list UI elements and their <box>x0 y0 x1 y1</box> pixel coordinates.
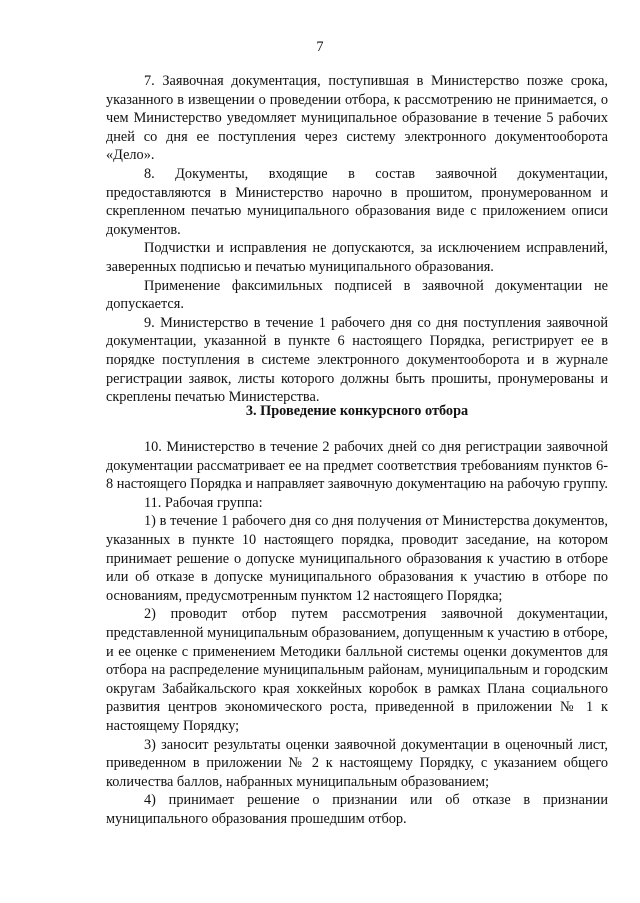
paragraph-subitem-1: 1) в течение 1 рабочего дня со дня получения от Министерства документов, указанных в пункте 10 настоящего порядка, проводит заседание, на котором принимает решение о допуске муниципального образования к участию в отборе или об отказе в допуске муниципального образования к участию в отборе по основаниям, предусмотренным пунктом 12 настоящего Порядка; <box>106 513 608 604</box>
paragraph-item-9: 9. Министерство в течение 1 рабочего дня со дня поступления заявочной документации, указанной в пункте 6 настоящего Порядка, регистрирует ее в порядке поступления в системе электронного документооборота и в журнале регистрации заявок, листы которого должны быть прошиты, пронумерованы и скреплены печатью Министерства. <box>106 314 608 406</box>
paragraph-subitem-2: 2) проводит отбор путем рассмотрения заявочной документации, представленной муниципальным образованием, допущенным к участию в отборе, и ее оценке с применением Методики балльной системы оценки документов для отбора на распределение муниципальным районам, муниципальным и городским округам Забайкальского края хоккейных коробок в рамках Плана социального развития центров экономического роста, приведенной в приложении № 1 к настоящему Порядку; <box>106 606 608 734</box>
paragraph-subitem-4: 4) принимает решение о признании или об отказе в признании муниципального образования прошедшим отбор. <box>106 792 608 827</box>
section-body-top <box>106 72 608 407</box>
paragraph-item-11: 11. Рабочая группа: <box>144 494 263 511</box>
page-number: 7 <box>316 39 324 55</box>
paragraph-item-10: 10. Министерство в течение 2 рабочих дней со дня регистрации заявочной документации рассматривает ее на предмет соответствия требованиям пунктов 6-8 настоящего Порядка и направляет заявочную документацию на рабочую группу. <box>106 439 608 493</box>
section-body-bottom <box>106 438 608 828</box>
section-heading: 3. Проведение конкурсного отбора <box>245 403 469 419</box>
paragraph-item-7: 7. Заявочная документация, поступившая в Министерство позже срока, указанного в извещении о проведении отбора, к рассмотрению не принимается, о чем Министерство уведомляет муниципальное образование в течение 5 рабочих дней со дня ее поступления через систему электронного документооборота «Дело». <box>106 73 608 164</box>
paragraph-item-8: 8. Документы, входящие в состав заявочной документации, предоставляются в Министерство нарочно в прошитом, пронумерованном и скрепленном печатью муниципального образования виде с приложением описи документов. <box>106 165 608 238</box>
paragraph-corrections: Подчистки и исправления не допускаются, за исключением исправлений, заверенных подписью и печатью муниципального образования. <box>106 240 608 275</box>
paragraph-facsimile: Применение факсимильных подписей в заявочной документации не допускается. <box>106 277 608 313</box>
paragraph-subitem-3: 3) заносит результаты оценки заявочной документации в оценочный лист, приведенном в приложении № 2 к настоящему Порядку, с указанием общего количества баллов, набранных муниципальным образованием; <box>106 736 608 790</box>
